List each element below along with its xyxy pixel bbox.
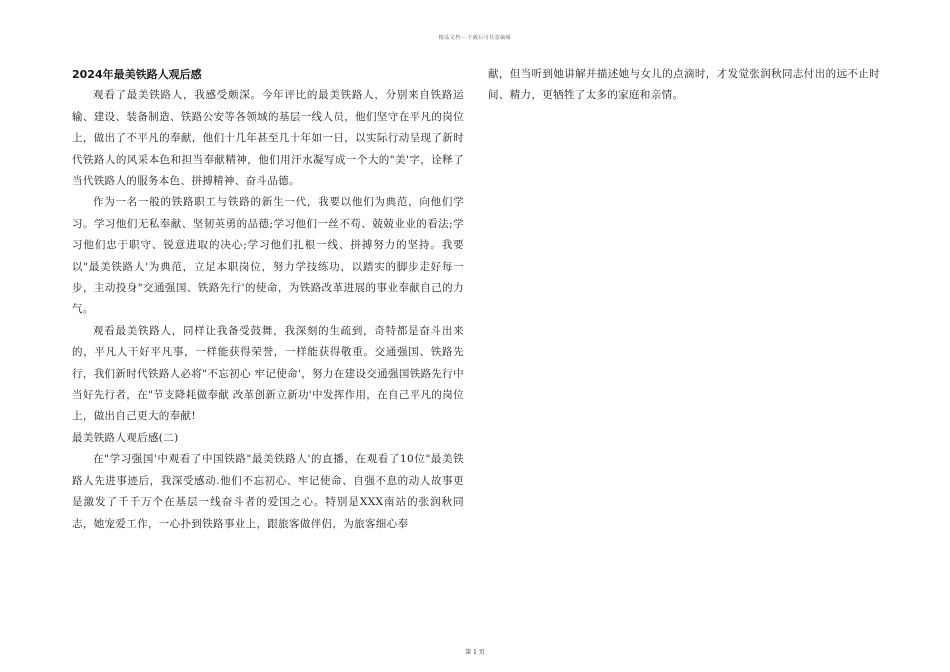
left-column: [72, 64, 464, 535]
page-header: 精品文档---下载后可任意编辑: [438, 35, 512, 41]
paragraph-3: 观看最美铁路人，同样让我备受鼓舞，我深刻的生疏到，奇特都是奋斗出来的，平凡人干好平凡事，一样能获得荣誉，一样能获得敬重。交通强国、铁路先行，我们新时代铁路人必将"不忘初心 牢记使命'，努力在建设交通强国铁路先行中当好先行者，在"节支降耗做奉献 改革创新立新功'中发挥作用，在自己平凡的岗位上，做出自己更大的奉献!: [72, 324, 464, 423]
document-title: 2024年最美铁路人观后感: [72, 68, 202, 81]
section-subtitle: 最美铁路人观后感(二): [72, 431, 179, 444]
paragraph-4: 在"学习强国'中观看了中国铁路"最美铁路人'的直播，在观看了10位"最美铁路人先进事迹后，我深受感动.他们不忘初心、牢记使命、自强不息的动人故事更是激发了千千万个在基层一线奋斗者的爱国之心。特别是XXX南站的张润秋同志，她宠爱工作，一心扑到铁路事业上，跟旅客做伴侣，为旅客细心奉: [72, 453, 464, 530]
page-footer: 第 1 页: [465, 649, 485, 656]
right-column: [488, 64, 880, 107]
paragraph-4-continuation: 献，但当听到她讲解并描述她与女儿的点滴时，才发觉张润秋同志付出的远不止时间、精力，更牺牲了太多的家庭和亲情。: [488, 68, 880, 102]
paragraph-1: 观看了最美铁路人，我感受颇深。今年评比的最美铁路人，分别来自铁路运输、建设、装备制造、铁路公安等各领域的基层一线人员，他们坚守在平凡的岗位上，做出了不平凡的奉献，他们十几年甚至几十年如一日，以实际行动呈现了新时代铁路人的风采本色和担当奉献精神，他们用汗水凝写成一个大的"美'字，诠释了当代铁路人的服务本色、拼搏精神、奋斗品德。: [72, 89, 464, 188]
paragraph-2: 作为一名一般的铁路职工与铁路的新生一代，我要以他们为典范，向他们学习。学习他们无私奉献、坚韧英勇的品德;学习他们一丝不苟、兢兢业业的看法;学习他们忠于职守、锐意进取的决心;学习他们扎根一线、拼搏努力的坚持。我要以"最美铁路人'为典范，立足本职岗位，努力学技练功，以踏实的脚步走好每一步，主动投身"交通强国、铁路先行'的使命，为铁路改革进展的事业奉献自己的力气。: [72, 196, 464, 316]
